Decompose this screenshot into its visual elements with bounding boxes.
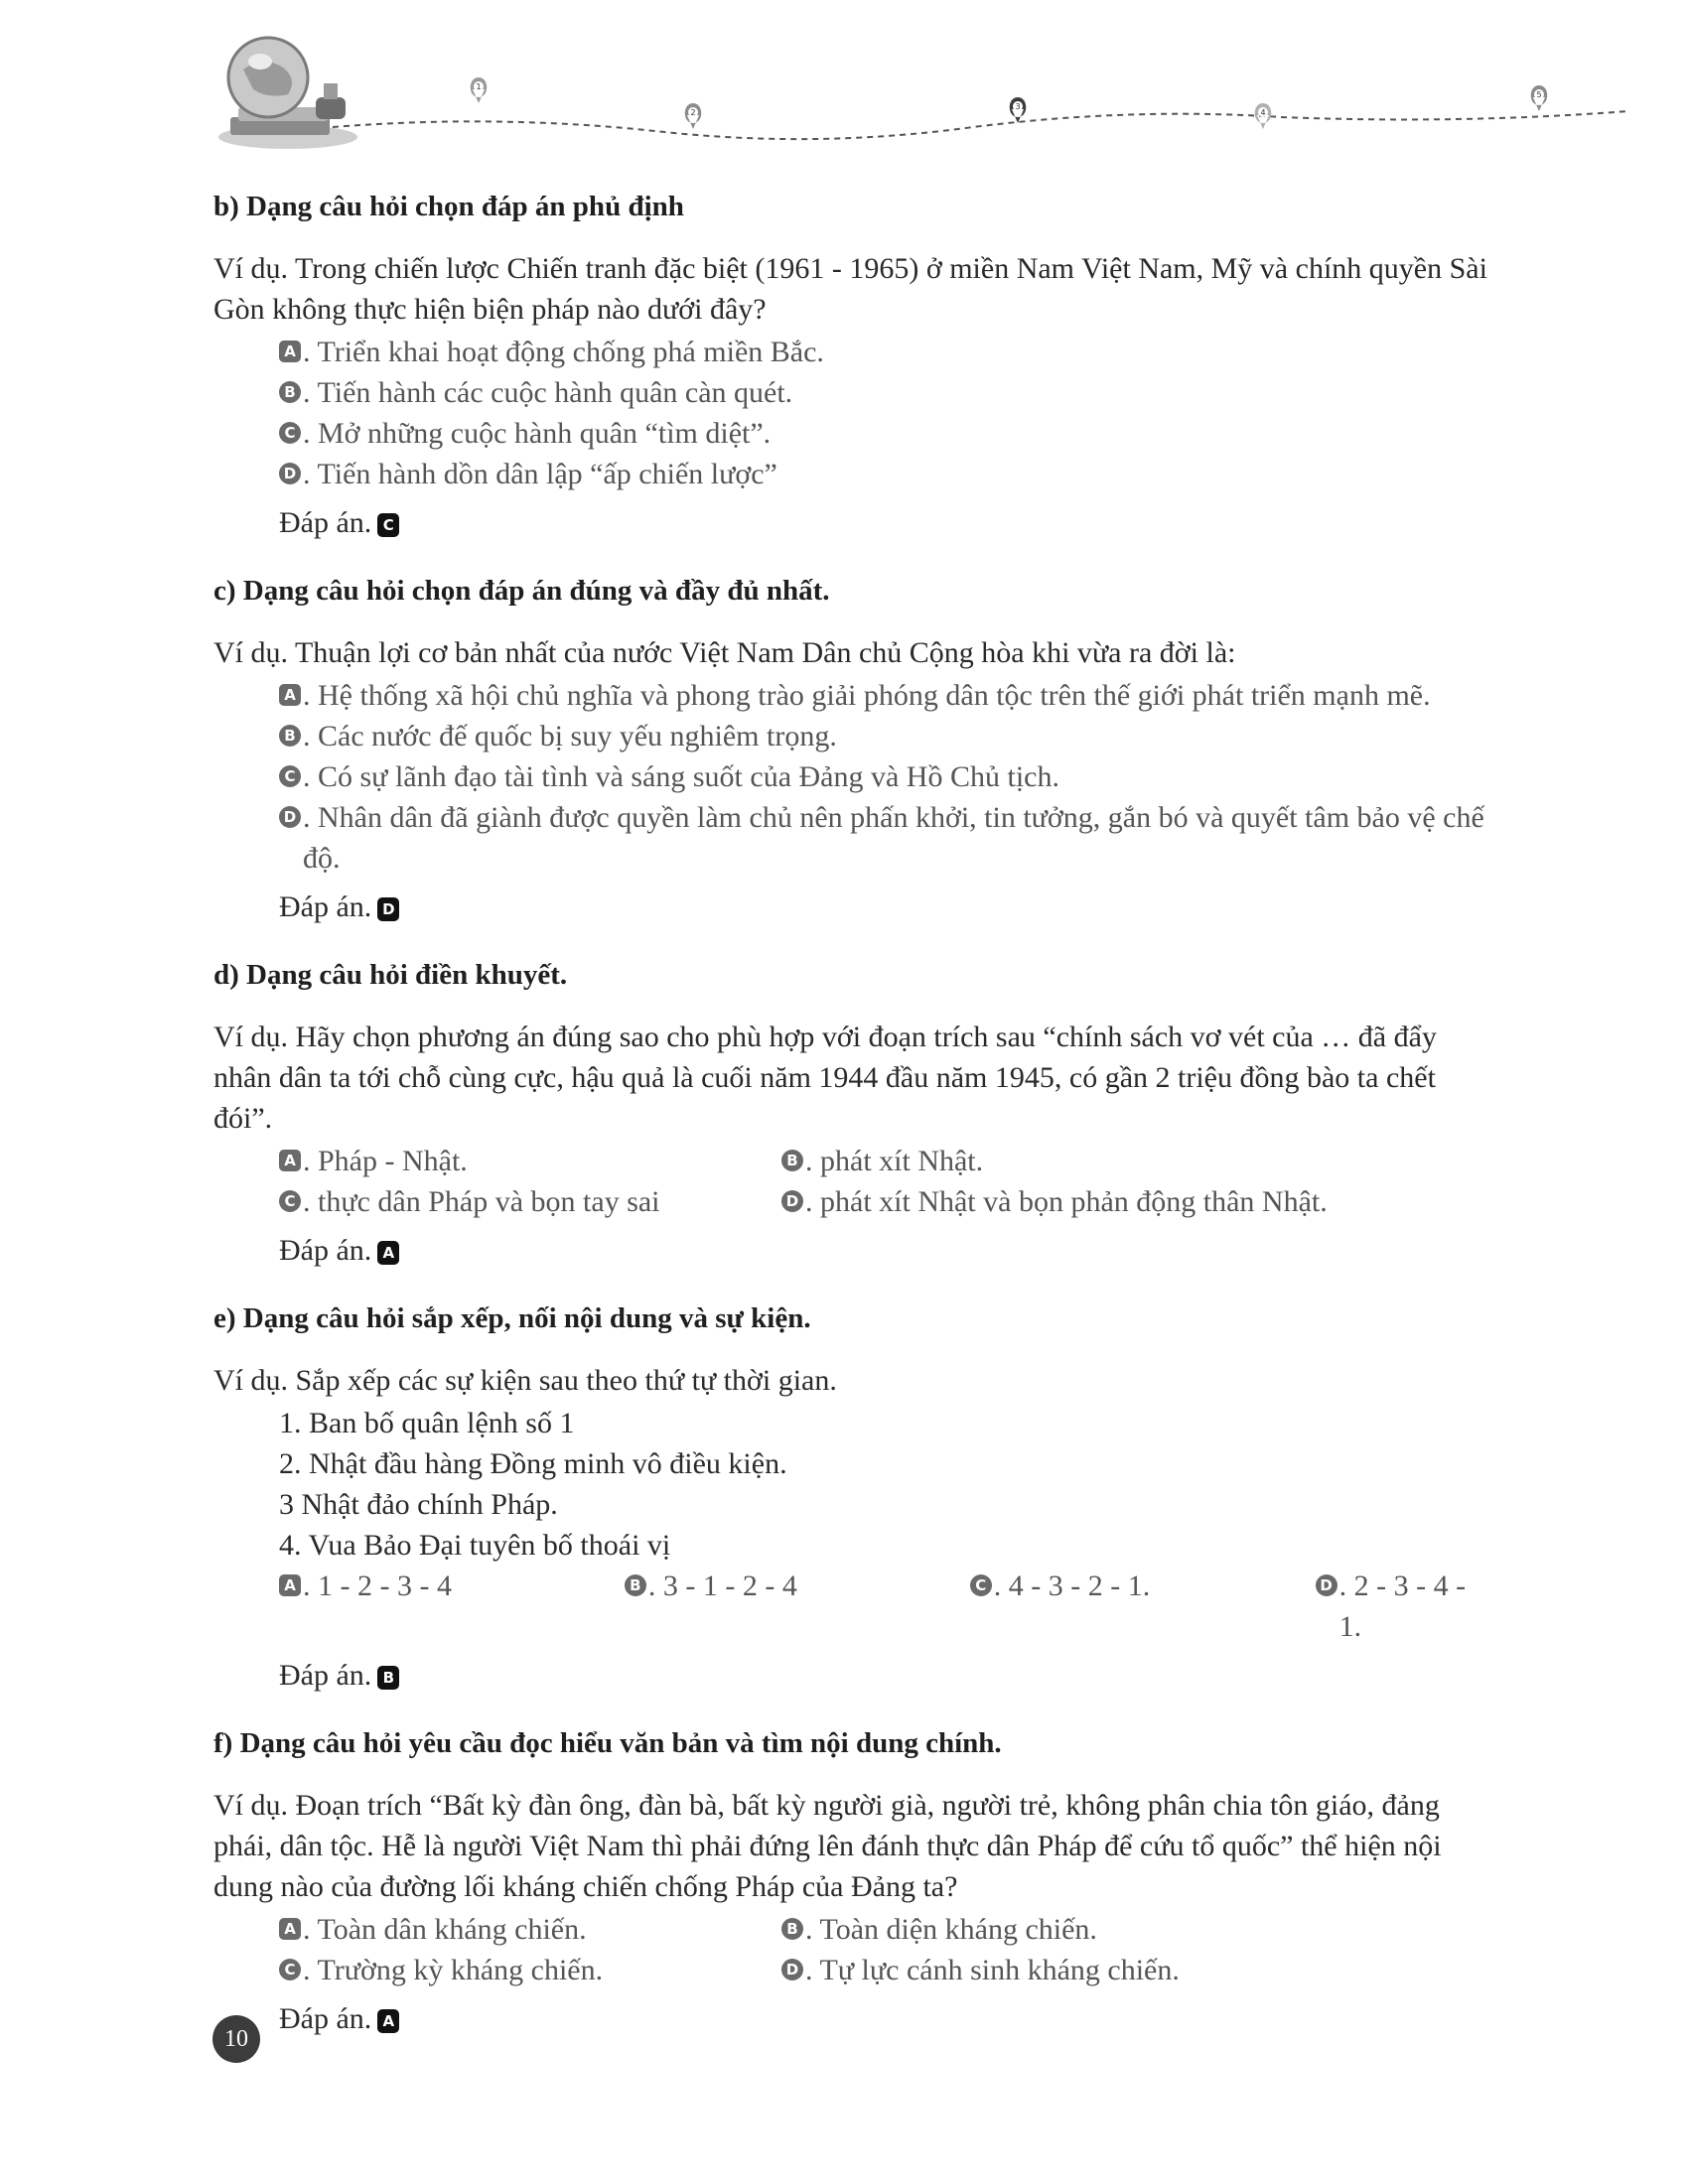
page-content [213, 187, 1494, 2067]
option-a-badge: A [279, 684, 301, 706]
option-c-badge: C [279, 422, 301, 444]
option-d-badge: D [279, 806, 301, 828]
option-b-badge: B [625, 1574, 646, 1596]
answer-line [279, 1230, 1494, 1271]
option-c: C . Trường kỳ kháng chiến. [279, 1950, 781, 1990]
question-text: Ví dụ. Trong chiến lược Chiến tranh đặc biệt (1961 - 1965) ở miền Nam Việt Nam, Mỹ và chính quyền Sài Gòn không thực hiện biện pháp nào dưới đây? [213, 252, 1487, 326]
option-row [279, 1141, 1494, 1181]
option-c-badge: C [970, 1574, 992, 1596]
option-c-badge: C [279, 1190, 301, 1212]
option-a-badge: A [279, 1150, 301, 1171]
option-a-badge: A [279, 341, 301, 362]
dashed-route [333, 111, 1628, 139]
map-pin-5-icon [1531, 85, 1548, 111]
header-decoration [0, 0, 1688, 169]
option-c: C . 4 - 3 - 2 - 1. [970, 1566, 1316, 1647]
option-b-badge: B [781, 1150, 803, 1171]
option-d: D . Tự lực cánh sinh kháng chiến. [781, 1950, 1180, 1990]
option-b: B . 3 - 1 - 2 - 4 [625, 1566, 970, 1647]
option-d: D . 2 - 3 - 4 - 1. [1316, 1566, 1494, 1647]
option-a-badge: A [279, 1918, 301, 1940]
option-d: D . Nhân dân đã giành được quyền làm chủ nên phấn khởi, tin tưởng, gắn bó và quyết tâm bảo vệ chế độ. [279, 797, 1494, 879]
event-item: 1. Ban bố quân lệnh số 1 [279, 1407, 575, 1439]
option-b: B . phát xít Nhật. [781, 1141, 983, 1181]
section-d [213, 955, 1494, 1271]
option-d: D . Tiến hành dồn dân lập “ấp chiến lược” [279, 454, 1494, 494]
section-f [213, 1723, 1494, 2039]
map-pin-4-icon [1255, 103, 1272, 129]
question-text: Ví dụ. Đoạn trích “Bất kỳ đàn ông, đàn bà, bất kỳ người già, người trẻ, không phân chia tôn giáo, đảng phái, dân tộc. Hễ là người Việt Nam thì phải đứng lên đánh thực dân Pháp để cứu tổ quốc” thể hiện nội dung nào của đường lối kháng chiến chống Pháp của Đảng ta? [213, 1789, 1442, 1903]
question-text: Ví dụ. Sắp xếp các sự kiện sau theo thứ tự thời gian. [213, 1364, 837, 1397]
option-b-badge: B [279, 725, 301, 747]
answer-badge: A [377, 1241, 399, 1265]
svg-text:5: 5 [1536, 90, 1542, 99]
option-row [279, 1566, 1494, 1647]
option-a: A . 1 - 2 - 3 - 4 [279, 1566, 625, 1647]
answer-badge: C [377, 513, 399, 537]
answer-badge: A [377, 2009, 399, 2033]
option-b: B . Toàn diện kháng chiến. [781, 1909, 1097, 1950]
option-b: B . Tiến hành các cuộc hành quân càn quét. [279, 372, 1494, 413]
answer-label: Đáp án. [279, 2002, 372, 2035]
option-row [279, 1181, 1494, 1222]
event-item: 3 Nhật đảo chính Pháp. [279, 1488, 558, 1521]
answer-label: Đáp án. [279, 1234, 372, 1267]
option-c: C . Có sự lãnh đạo tài tình và sáng suốt của Đảng và Hồ Chủ tịch. [279, 756, 1494, 797]
option-b-badge: B [781, 1918, 803, 1940]
option-c-badge: C [279, 1959, 301, 1980]
option-c: C . Mở những cuộc hành quân “tìm diệt”. [279, 413, 1494, 454]
section-heading: d) Dạng câu hỏi điền khuyết. [213, 959, 568, 991]
answer-line [279, 502, 1494, 543]
option-d-badge: D [279, 463, 301, 484]
section-heading: f) Dạng câu hỏi yêu cầu đọc hiểu văn bản và tìm nội dung chính. [213, 1727, 1002, 1759]
event-item: 4. Vua Bảo Đại tuyên bố thoái vị [279, 1529, 671, 1562]
section-heading: c) Dạng câu hỏi chọn đáp án đúng và đầy đủ nhất. [213, 575, 830, 607]
svg-text:4: 4 [1260, 108, 1266, 117]
option-d-badge: D [1316, 1574, 1337, 1596]
option-a-badge: A [279, 1574, 301, 1596]
section-heading: e) Dạng câu hỏi sắp xếp, nối nội dung và sự kiện. [213, 1302, 811, 1334]
answer-line [279, 1655, 1494, 1696]
option-b-badge: B [279, 381, 301, 403]
option-a: A . Hệ thống xã hội chủ nghĩa và phong trào giải phóng dân tộc trên thế giới phát triển mạnh mẽ. [279, 675, 1494, 716]
globe-books-illustration [218, 38, 357, 149]
map-pin-1-icon [471, 77, 488, 103]
answer-badge: D [377, 897, 399, 921]
option-row [279, 1909, 1494, 1950]
answer-line [279, 887, 1494, 927]
answer-label: Đáp án. [279, 890, 372, 923]
option-d: D . phát xít Nhật và bọn phản động thân Nhật. [781, 1181, 1328, 1222]
svg-text:1: 1 [476, 82, 482, 91]
section-heading: b) Dạng câu hỏi chọn đáp án phủ định [213, 191, 684, 222]
option-d-badge: D [781, 1190, 803, 1212]
svg-text:2: 2 [690, 108, 696, 117]
option-c-badge: C [279, 765, 301, 787]
option-a: A . Triển khai hoạt động chống phá miền Bắc. [279, 332, 1494, 372]
option-a: A . Pháp - Nhật. [279, 1141, 781, 1181]
map-pin-3-icon [1010, 97, 1027, 123]
option-c: C . thực dân Pháp và bọn tay sai [279, 1181, 781, 1222]
answer-label: Đáp án. [279, 1659, 372, 1692]
event-item: 2. Nhật đầu hàng Đồng minh vô điều kiện. [279, 1447, 787, 1480]
option-b: B . Các nước đế quốc bị suy yếu nghiêm trọng. [279, 716, 1494, 756]
option-row [279, 1950, 1494, 1990]
section-c [213, 571, 1494, 927]
svg-text:3: 3 [1015, 102, 1021, 111]
option-a: A . Toàn dân kháng chiến. [279, 1909, 781, 1950]
answer-badge: B [377, 1666, 399, 1690]
option-d-badge: D [781, 1959, 803, 1980]
section-b [213, 187, 1494, 543]
map-pin-2-icon [685, 103, 702, 129]
question-text: Ví dụ. Thuận lợi cơ bản nhất của nước Việt Nam Dân chủ Cộng hòa khi vừa ra đời là: [213, 636, 1236, 669]
page-number: 10 [212, 2015, 260, 2063]
section-e [213, 1298, 1494, 1696]
answer-label: Đáp án. [279, 506, 372, 539]
question-text: Ví dụ. Hãy chọn phương án đúng sao cho phù hợp với đoạn trích sau “chính sách vơ vét của … đã đẩy nhân dân ta tới chỗ cùng cực, hậu quả là cuối năm 1944 đầu năm 1945, có gần 2 triệu đồng bào ta chết đói”. [213, 1021, 1437, 1135]
answer-line [279, 1998, 1494, 2039]
